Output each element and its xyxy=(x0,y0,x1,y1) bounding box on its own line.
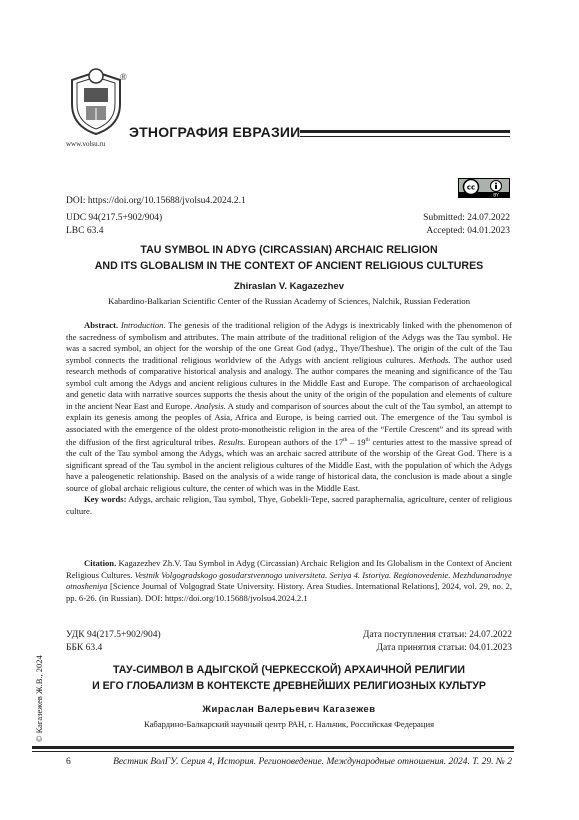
university-logo xyxy=(64,68,128,138)
citation-text-1: Kagazezhev Zh.V. Tau Symbol in Adyg (Circassian) Archaic Religion and Its Globalism in the Context of Ancient Religious Cultures. xyxy=(66,558,512,580)
title-ru-line-1: ТАУ-СИМВОЛ В АДЫГСКОЙ (ЧЕРКЕССКОЙ) АРХАИЧНОЙ РЕЛИГИИ xyxy=(112,664,465,676)
abstract-analysis: A study and comparison of sources about the cult of the Tau symbol, an attempt to explain its genesis among the peoples of Asia, Africa and Europe, is being carried out. The emergence of the Tau symbol is associated with the emergence of the oldest proto-monotheistic religion in the area of the “Fertile Crescent” and its spread with the diffusion of the first agricultural tribes. xyxy=(66,400,512,447)
doi[interactable]: DOI: https://doi.org/10.15688/jvolsu4.2024.2.1 xyxy=(66,196,246,206)
classification-en xyxy=(66,212,162,238)
footer-rule xyxy=(32,746,514,752)
abstract-intro: The genesis of the traditional religion of the Adygs is inextricably linked with the phenomenon of the sacredness of symbolism and attributes. The main attribute of the traditional religion of the Adygs was the Tau symbol. He was a sacred symbol, an object for the worship of the one Great God (adyg., Thye/Theshue). The origin of the cult of the Tau symbol connects the traditional religious worldview of the Adygs with ancient religious cultures. xyxy=(66,320,512,365)
footer-journal: Вестник ВолГУ. Серия 4, История. Регионоведение. Международные отношения. 2024. Т. 29. № 2 xyxy=(113,757,512,767)
affiliation-en: Kabardino-Balkarian Scientific Center of the Russian Academy of Sciences, Nalchik, Russian Federation xyxy=(107,296,471,306)
svg-text:BY: BY xyxy=(493,193,499,198)
udc-code-ru: УДК 94(217.5+902/904) xyxy=(66,630,161,640)
results-label: Results. xyxy=(218,436,246,447)
dates-ru xyxy=(363,629,512,655)
accepted-date-ru: Дата принятия статьи: 04.01.2023 xyxy=(376,643,512,653)
abstract-label: Abstract. xyxy=(84,320,119,330)
submitted-date: Submitted: 24.07.2022 xyxy=(423,213,510,223)
citation-journal: Vestnik Volgogradskogo gosudarstvennogo universiteta. Seriya 4. Istoriya. Regionovedenie. Mezhdunarodnye otnosheniya xyxy=(66,569,512,591)
intro-label: Introduction. xyxy=(120,320,166,330)
svg-text:cc: cc xyxy=(466,183,476,192)
classification-ru xyxy=(66,629,161,655)
cc-by-license-icon xyxy=(458,178,510,198)
title-en-line-1: TAU SYMBOL IN ADYG (CIRCASSIAN) ARCHAIC RELIGION xyxy=(140,244,438,256)
citation-text-2: [Science Journal of Volgograd State University. History. Area Studies. International Relations], 2024, vol. 29, no. 2, pp. 6-26. (in Russian). DOI: https://doi.org/10.15688/jvolsu4.2024.2.1 xyxy=(66,581,512,603)
page-number: 6 xyxy=(66,757,71,767)
title-en-line-2: AND ITS GLOBALISM IN THE CONTEXT OF ANCIENT RELIGIOUS CULTURES xyxy=(94,260,484,272)
title-rule xyxy=(300,130,510,137)
udc-code: UDC 94(217.5+902/904) xyxy=(66,213,163,223)
abstract-results: European authors of the 17th – 19th centuries attest to the massive spread of the cult of the Tau symbol among the Adygs, which was an archaic sacred attribute of the worship of the Great God. There is a significant spread of the Tau symbol in the ancient religious cultures of the Middle East, with the population of which the Adygs have a paleogenetic relationship. Based on the analysis of a wide range of historical data, the conclusion is made about a single source of global archaic religious culture, the center of which was in the Middle East. xyxy=(66,436,512,493)
author-en: Zhiraslan V. Kagazezhev xyxy=(233,281,344,292)
accepted-date: Accepted: 04.01.2023 xyxy=(426,226,510,236)
bbk-code-ru: ББК 63.4 xyxy=(66,643,103,653)
citation xyxy=(66,558,512,604)
abstract xyxy=(66,320,512,517)
journal-section-title: ЭТНОГРАФИЯ ЕВРАЗИИ xyxy=(129,124,301,140)
methods-label: Methods. xyxy=(418,354,451,365)
keywords-label: Key words: xyxy=(84,494,127,505)
title-ru-line-2: И ЕГО ГЛОБАЛИЗМ В КОНТЕКСТЕ ДРЕВНЕЙШИХ РЕЛИГИОЗНЫХ КУЛЬТУР xyxy=(92,680,486,692)
logo-url: www.volsu.ru xyxy=(66,140,106,148)
copyright-sidebar: © Кагазежев Ж.В., 2024 xyxy=(34,655,44,742)
author-ru: Жираслан Валерьевич Кагазежев xyxy=(202,704,376,715)
citation-label: Citation. xyxy=(84,558,117,568)
keywords: Adygs, archaic religion, Tau symbol, Thye, Gobekli-Tepe, sacred paraphernalia, agriculture, center of religious culture. xyxy=(66,494,512,516)
dates-en xyxy=(423,212,510,238)
registered-mark: ® xyxy=(120,72,127,82)
article-title-ru xyxy=(66,662,512,694)
submitted-date-ru: Дата поступления статьи: 24.07.2022 xyxy=(362,630,512,640)
affiliation-ru: Кабардино-Балкарский научный центр РАН, г. Нальчик, Российская Федерация xyxy=(143,719,435,729)
abstract-methods: The author used research methods of comparative historical analysis and analogy. The author compares the meaning and significance of the Tau symbol cult among the Adygs and ancient religious cultures in the Middle East and Europe. The comparison of archaeological and genetic data with narrative sources supports the thesis about the unity of the origin of the population and elements of culture in the ancient Near East and Europe. xyxy=(66,354,512,411)
article-title-en xyxy=(66,242,512,274)
lbc-code: LBC 63.4 xyxy=(66,226,104,236)
analysis-label: Analysis. xyxy=(194,400,226,411)
